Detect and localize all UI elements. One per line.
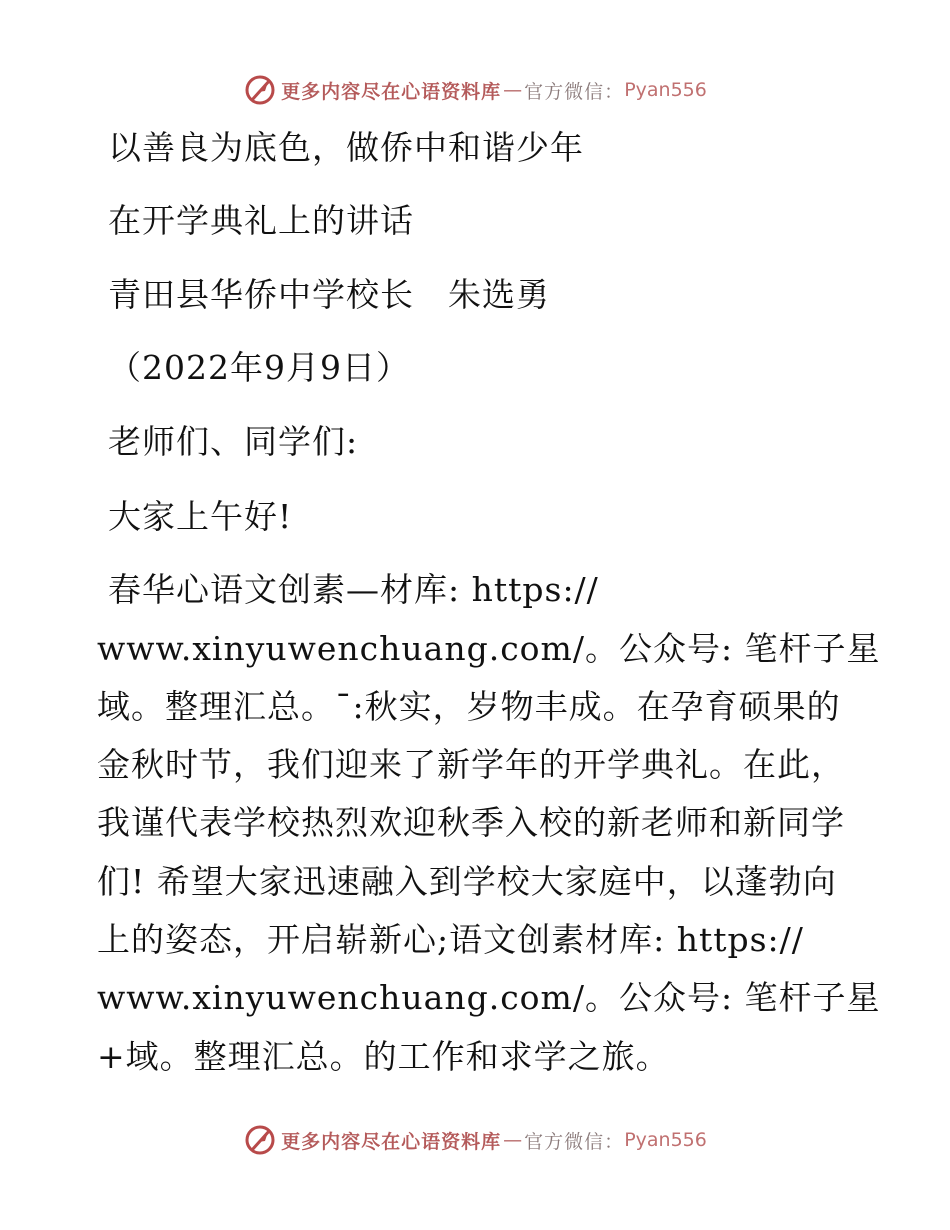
body-line: 上的姿态，开启崭新心;语文创素材库: https:// bbox=[97, 920, 804, 959]
document-salutation: 老师们、同学们: bbox=[108, 422, 359, 461]
body-line: +域。整理汇总。的工作和求学之旅。 bbox=[97, 1037, 670, 1076]
watermark-separator: — bbox=[503, 1129, 523, 1151]
body-line: 我谨代表学校热烈欢迎秋季入校的新老师和新同学 bbox=[97, 803, 845, 842]
watermark-wechat-id: Pyan556 bbox=[624, 79, 707, 101]
body-line: www.xinyuwenchuang.com/。公众号: 笔杆子星 bbox=[97, 978, 881, 1017]
document-author: 青田县华侨中学校长 朱选勇 bbox=[108, 275, 550, 314]
watermark-wechat-id: Pyan556 bbox=[624, 1129, 707, 1151]
document-title: 以善良为底色，做侨中和谐少年 bbox=[108, 128, 584, 167]
body-line: www.xinyuwenchuang.com/。公众号: 笔杆子星 bbox=[97, 629, 881, 668]
bottom-watermark bbox=[0, 1120, 950, 1160]
document-date: （2022年9月9日） bbox=[108, 348, 410, 387]
body-line: 域。整理汇总。¯:秋实，岁物丰成。在孕育硕果的 bbox=[97, 687, 841, 726]
body-line: 金秋时节，我们迎来了新学年的开学典礼。在此， bbox=[97, 745, 845, 784]
body-line: 们! 希望大家迅速融入到学校大家庭中，以蓬勃向 bbox=[97, 862, 837, 901]
document-subtitle: 在开学典礼上的讲话 bbox=[108, 201, 414, 240]
document-greeting: 大家上午好! bbox=[108, 497, 293, 536]
watermark-main-text: 更多内容尽在心语资料库 bbox=[281, 80, 502, 103]
watermark-wechat-label: 官方微信： bbox=[524, 80, 625, 103]
watermark-separator: — bbox=[503, 79, 523, 101]
top-watermark bbox=[0, 70, 950, 110]
body-line: 春华心语文创素—材库: https:// bbox=[108, 570, 599, 609]
watermark-main-text: 更多内容尽在心语资料库 bbox=[281, 1130, 502, 1153]
feather-logo-icon bbox=[243, 73, 277, 107]
watermark-wechat-label: 官方微信： bbox=[524, 1130, 625, 1153]
feather-logo-icon bbox=[243, 1123, 277, 1157]
